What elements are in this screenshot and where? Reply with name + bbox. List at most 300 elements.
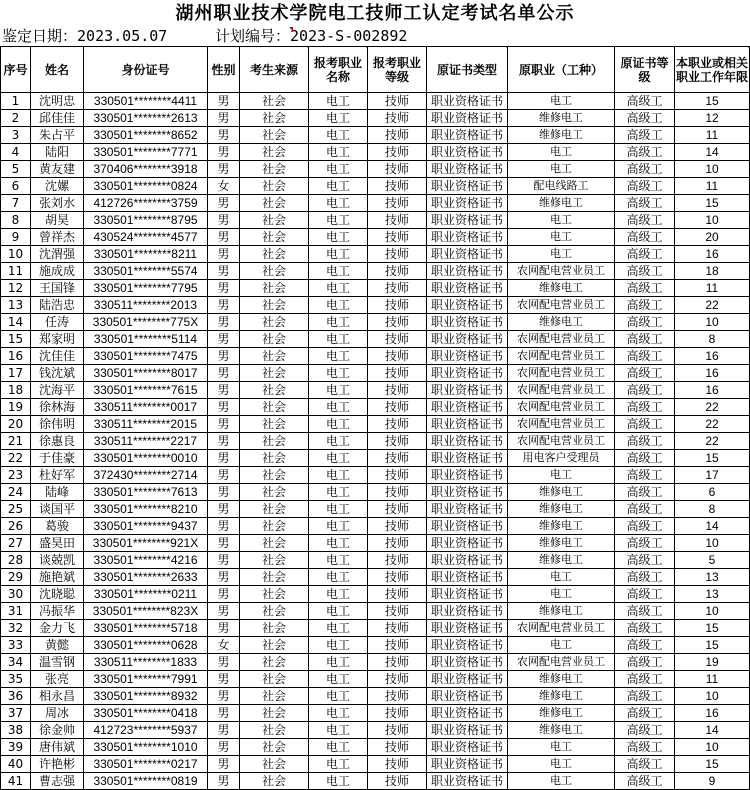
table-row bbox=[1, 535, 750, 552]
cert-level: 高级工 bbox=[615, 229, 675, 246]
table-row bbox=[1, 195, 750, 212]
cert-type: 职业资格证书 bbox=[427, 654, 508, 671]
work-years: 8 bbox=[675, 501, 750, 518]
candidate-name: 谈国平 bbox=[31, 501, 84, 518]
source: 社会 bbox=[240, 586, 309, 603]
work-years: 15 bbox=[675, 93, 750, 110]
work-years: 19 bbox=[675, 654, 750, 671]
original-occupation: 电工 bbox=[508, 246, 615, 263]
id-number: 330511********2015 bbox=[84, 416, 208, 433]
cert-type: 职业资格证书 bbox=[427, 178, 508, 195]
id-number: 330501********0418 bbox=[84, 705, 208, 722]
cert-level: 高级工 bbox=[615, 450, 675, 467]
source: 社会 bbox=[240, 654, 309, 671]
original-occupation: 农网配电营业员工 bbox=[508, 331, 615, 348]
source: 社会 bbox=[240, 518, 309, 535]
exam-level: 技师 bbox=[368, 501, 427, 518]
row-index: 28 bbox=[1, 552, 31, 569]
exam-occupation: 电工 bbox=[309, 467, 368, 484]
row-index: 10 bbox=[1, 246, 31, 263]
candidate-name: 沈佳佳 bbox=[31, 348, 84, 365]
id-number: 330511********2217 bbox=[84, 433, 208, 450]
id-number: 330501********1010 bbox=[84, 739, 208, 756]
row-index: 3 bbox=[1, 127, 31, 144]
table-row bbox=[1, 416, 750, 433]
id-number: 330501********2633 bbox=[84, 569, 208, 586]
original-occupation: 电工 bbox=[508, 161, 615, 178]
table-row bbox=[1, 756, 750, 773]
row-index: 36 bbox=[1, 688, 31, 705]
table-row bbox=[1, 110, 750, 127]
source: 社会 bbox=[240, 399, 309, 416]
original-occupation: 电工 bbox=[508, 229, 615, 246]
work-years: 10 bbox=[675, 739, 750, 756]
table-row bbox=[1, 688, 750, 705]
id-number: 330501********7613 bbox=[84, 484, 208, 501]
cert-level: 高级工 bbox=[615, 637, 675, 654]
id-number: 330501********7771 bbox=[84, 144, 208, 161]
id-number: 330501********0010 bbox=[84, 450, 208, 467]
cert-type: 职业资格证书 bbox=[427, 705, 508, 722]
row-index: 30 bbox=[1, 586, 31, 603]
work-years: 8 bbox=[675, 331, 750, 348]
row-index: 5 bbox=[1, 161, 31, 178]
source: 社会 bbox=[240, 501, 309, 518]
table-row bbox=[1, 212, 750, 229]
cert-type: 职业资格证书 bbox=[427, 433, 508, 450]
cert-level: 高级工 bbox=[615, 518, 675, 535]
cert-type: 职业资格证书 bbox=[427, 603, 508, 620]
id-number: 412726********3759 bbox=[84, 195, 208, 212]
candidate-name: 施成成 bbox=[31, 263, 84, 280]
gender: 男 bbox=[208, 501, 240, 518]
source: 社会 bbox=[240, 348, 309, 365]
cert-level: 高级工 bbox=[615, 586, 675, 603]
candidate-name: 沈渭强 bbox=[31, 246, 84, 263]
exam-occupation: 电工 bbox=[309, 297, 368, 314]
cert-level: 高级工 bbox=[615, 212, 675, 229]
exam-level: 技师 bbox=[368, 144, 427, 161]
source: 社会 bbox=[240, 127, 309, 144]
original-occupation: 农网配电营业员工 bbox=[508, 348, 615, 365]
candidate-name: 陆峰 bbox=[31, 484, 84, 501]
source: 社会 bbox=[240, 773, 309, 790]
id-number: 330501********5574 bbox=[84, 263, 208, 280]
candidate-name: 黄友建 bbox=[31, 161, 84, 178]
row-index: 1 bbox=[1, 93, 31, 110]
gender: 男 bbox=[208, 144, 240, 161]
original-occupation: 电工 bbox=[508, 739, 615, 756]
exam-level: 技师 bbox=[368, 518, 427, 535]
original-occupation: 农网配电营业员工 bbox=[508, 416, 615, 433]
id-number: 330501********8932 bbox=[84, 688, 208, 705]
row-index: 24 bbox=[1, 484, 31, 501]
original-occupation: 农网配电营业员工 bbox=[508, 365, 615, 382]
gender: 男 bbox=[208, 535, 240, 552]
work-years: 12 bbox=[675, 110, 750, 127]
cert-type: 职业资格证书 bbox=[427, 722, 508, 739]
gender: 男 bbox=[208, 552, 240, 569]
row-index: 31 bbox=[1, 603, 31, 620]
candidate-name: 徐林海 bbox=[31, 399, 84, 416]
cert-level: 高级工 bbox=[615, 195, 675, 212]
gender: 男 bbox=[208, 246, 240, 263]
candidate-name: 沈明忠 bbox=[31, 93, 84, 110]
source: 社会 bbox=[240, 161, 309, 178]
cert-type: 职业资格证书 bbox=[427, 739, 508, 756]
source: 社会 bbox=[240, 297, 309, 314]
header-exam-level: 报考职业等级 bbox=[368, 47, 427, 93]
exam-level: 技师 bbox=[368, 297, 427, 314]
exam-occupation: 电工 bbox=[309, 195, 368, 212]
exam-occupation: 电工 bbox=[309, 620, 368, 637]
candidate-name: 冯振华 bbox=[31, 603, 84, 620]
id-number: 330501********5114 bbox=[84, 331, 208, 348]
id-number: 330501********2613 bbox=[84, 110, 208, 127]
table-row bbox=[1, 603, 750, 620]
cert-type: 职业资格证书 bbox=[427, 365, 508, 382]
candidate-name: 金力飞 bbox=[31, 620, 84, 637]
original-occupation: 农网配电营业员工 bbox=[508, 263, 615, 280]
source: 社会 bbox=[240, 552, 309, 569]
work-years: 15 bbox=[675, 620, 750, 637]
work-years: 11 bbox=[675, 178, 750, 195]
row-index: 40 bbox=[1, 756, 31, 773]
work-years: 18 bbox=[675, 263, 750, 280]
source: 社会 bbox=[240, 229, 309, 246]
gender: 男 bbox=[208, 399, 240, 416]
gender: 男 bbox=[208, 229, 240, 246]
gender: 男 bbox=[208, 110, 240, 127]
candidate-name: 相永昌 bbox=[31, 688, 84, 705]
cert-type: 职业资格证书 bbox=[427, 518, 508, 535]
id-number: 330501********8211 bbox=[84, 246, 208, 263]
cert-type: 职业资格证书 bbox=[427, 314, 508, 331]
work-years: 16 bbox=[675, 246, 750, 263]
original-occupation: 农网配电营业员工 bbox=[508, 399, 615, 416]
cert-type: 职业资格证书 bbox=[427, 161, 508, 178]
exam-occupation: 电工 bbox=[309, 399, 368, 416]
header-cert-type: 原证书类型 bbox=[427, 47, 508, 93]
row-index: 18 bbox=[1, 382, 31, 399]
work-years: 11 bbox=[675, 671, 750, 688]
candidate-name: 张刘水 bbox=[31, 195, 84, 212]
plan-number-label: 计划编号： bbox=[215, 27, 291, 45]
exam-level: 技师 bbox=[368, 484, 427, 501]
exam-level: 技师 bbox=[368, 246, 427, 263]
candidate-name: 杜好军 bbox=[31, 467, 84, 484]
row-index: 23 bbox=[1, 467, 31, 484]
header-work-years: 本职业或相关职业工作年限 bbox=[675, 47, 750, 93]
cert-type: 职业资格证书 bbox=[427, 297, 508, 314]
candidate-name: 沈嫘 bbox=[31, 178, 84, 195]
source: 社会 bbox=[240, 314, 309, 331]
id-number: 330501********8210 bbox=[84, 501, 208, 518]
id-number: 330501********0819 bbox=[84, 773, 208, 790]
table-row bbox=[1, 280, 750, 297]
row-index: 2 bbox=[1, 110, 31, 127]
gender: 男 bbox=[208, 722, 240, 739]
id-number: 330501********0628 bbox=[84, 637, 208, 654]
gender: 女 bbox=[208, 178, 240, 195]
id-number: 330501********9437 bbox=[84, 518, 208, 535]
work-years: 20 bbox=[675, 229, 750, 246]
id-number: 330501********7795 bbox=[84, 280, 208, 297]
original-occupation: 配电线路工 bbox=[508, 178, 615, 195]
exam-level: 技师 bbox=[368, 671, 427, 688]
exam-occupation: 电工 bbox=[309, 314, 368, 331]
table-row bbox=[1, 263, 750, 280]
exam-level: 技师 bbox=[368, 654, 427, 671]
exam-occupation: 电工 bbox=[309, 569, 368, 586]
header-original-occupation: 原职业（工种） bbox=[508, 47, 615, 93]
exam-level: 技师 bbox=[368, 348, 427, 365]
cert-type: 职业资格证书 bbox=[427, 212, 508, 229]
header-name: 姓名 bbox=[31, 47, 84, 93]
exam-occupation: 电工 bbox=[309, 705, 368, 722]
exam-occupation: 电工 bbox=[309, 671, 368, 688]
gender: 男 bbox=[208, 314, 240, 331]
exam-occupation: 电工 bbox=[309, 688, 368, 705]
source: 社会 bbox=[240, 246, 309, 263]
work-years: 10 bbox=[675, 688, 750, 705]
original-occupation: 农网配电营业员工 bbox=[508, 620, 615, 637]
exam-level: 技师 bbox=[368, 569, 427, 586]
candidate-name: 唐伟斌 bbox=[31, 739, 84, 756]
work-years: 22 bbox=[675, 416, 750, 433]
original-occupation: 电工 bbox=[508, 773, 615, 790]
work-years: 14 bbox=[675, 722, 750, 739]
original-occupation: 电工 bbox=[508, 756, 615, 773]
cert-type: 职业资格证书 bbox=[427, 569, 508, 586]
cert-type: 职业资格证书 bbox=[427, 382, 508, 399]
cert-type: 职业资格证书 bbox=[427, 671, 508, 688]
table-row bbox=[1, 586, 750, 603]
cert-level: 高级工 bbox=[615, 722, 675, 739]
cert-level: 高级工 bbox=[615, 348, 675, 365]
candidate-name: 曾祥杰 bbox=[31, 229, 84, 246]
cert-type: 职业资格证书 bbox=[427, 144, 508, 161]
exam-level: 技师 bbox=[368, 93, 427, 110]
work-years: 22 bbox=[675, 433, 750, 450]
table-row bbox=[1, 229, 750, 246]
row-index: 32 bbox=[1, 620, 31, 637]
cert-type: 职业资格证书 bbox=[427, 552, 508, 569]
row-index: 35 bbox=[1, 671, 31, 688]
exam-level: 技师 bbox=[368, 586, 427, 603]
original-occupation: 农网配电营业员工 bbox=[508, 433, 615, 450]
exam-level: 技师 bbox=[368, 127, 427, 144]
gender: 男 bbox=[208, 280, 240, 297]
row-index: 38 bbox=[1, 722, 31, 739]
work-years: 14 bbox=[675, 518, 750, 535]
exam-date bbox=[2, 26, 167, 46]
cert-type: 职业资格证书 bbox=[427, 756, 508, 773]
source: 社会 bbox=[240, 433, 309, 450]
work-years: 11 bbox=[675, 127, 750, 144]
exam-occupation: 电工 bbox=[309, 331, 368, 348]
exam-level: 技师 bbox=[368, 450, 427, 467]
id-number: 372430********2714 bbox=[84, 467, 208, 484]
cert-level: 高级工 bbox=[615, 756, 675, 773]
work-years: 15 bbox=[675, 637, 750, 654]
row-index: 19 bbox=[1, 399, 31, 416]
exam-level: 技师 bbox=[368, 212, 427, 229]
exam-level: 技师 bbox=[368, 756, 427, 773]
exam-level: 技师 bbox=[368, 688, 427, 705]
exam-level: 技师 bbox=[368, 416, 427, 433]
id-number: 330501********0217 bbox=[84, 756, 208, 773]
row-index: 21 bbox=[1, 433, 31, 450]
work-years: 16 bbox=[675, 705, 750, 722]
candidate-name: 胡昊 bbox=[31, 212, 84, 229]
source: 社会 bbox=[240, 637, 309, 654]
table-row bbox=[1, 637, 750, 654]
table-row bbox=[1, 569, 750, 586]
source: 社会 bbox=[240, 467, 309, 484]
candidate-name: 黄懿 bbox=[31, 637, 84, 654]
id-number: 330501********5718 bbox=[84, 620, 208, 637]
original-occupation: 维修电工 bbox=[508, 127, 615, 144]
work-years: 14 bbox=[675, 144, 750, 161]
original-occupation: 维修电工 bbox=[508, 518, 615, 535]
exam-occupation: 电工 bbox=[309, 110, 368, 127]
table-body bbox=[1, 93, 750, 790]
row-index: 39 bbox=[1, 739, 31, 756]
cert-level: 高级工 bbox=[615, 127, 675, 144]
gender: 男 bbox=[208, 467, 240, 484]
exam-level: 技师 bbox=[368, 365, 427, 382]
table-row bbox=[1, 467, 750, 484]
original-occupation: 维修电工 bbox=[508, 280, 615, 297]
source: 社会 bbox=[240, 212, 309, 229]
work-years: 10 bbox=[675, 212, 750, 229]
exam-occupation: 电工 bbox=[309, 586, 368, 603]
plan-number-value: 2023-S-002892 bbox=[290, 27, 408, 45]
cert-type: 职业资格证书 bbox=[427, 399, 508, 416]
cert-type: 职业资格证书 bbox=[427, 688, 508, 705]
id-number: 330511********0017 bbox=[84, 399, 208, 416]
exam-level: 技师 bbox=[368, 331, 427, 348]
row-index: 11 bbox=[1, 263, 31, 280]
exam-occupation: 电工 bbox=[309, 246, 368, 263]
original-occupation: 维修电工 bbox=[508, 603, 615, 620]
exam-level: 技师 bbox=[368, 229, 427, 246]
original-occupation: 用电客户受理员 bbox=[508, 450, 615, 467]
gender: 男 bbox=[208, 331, 240, 348]
table-row bbox=[1, 620, 750, 637]
exam-level: 技师 bbox=[368, 535, 427, 552]
table-row bbox=[1, 773, 750, 790]
row-index: 22 bbox=[1, 450, 31, 467]
exam-occupation: 电工 bbox=[309, 484, 368, 501]
work-years: 6 bbox=[675, 484, 750, 501]
candidate-name: 谈兢凯 bbox=[31, 552, 84, 569]
candidate-name: 沈海平 bbox=[31, 382, 84, 399]
exam-occupation: 电工 bbox=[309, 416, 368, 433]
table-row bbox=[1, 484, 750, 501]
candidate-name: 钱沈斌 bbox=[31, 365, 84, 382]
cert-level: 高级工 bbox=[615, 773, 675, 790]
exam-level: 技师 bbox=[368, 280, 427, 297]
cert-type: 职业资格证书 bbox=[427, 229, 508, 246]
exam-occupation: 电工 bbox=[309, 365, 368, 382]
original-occupation: 维修电工 bbox=[508, 705, 615, 722]
cert-level: 高级工 bbox=[615, 246, 675, 263]
cert-level: 高级工 bbox=[615, 161, 675, 178]
table-row bbox=[1, 246, 750, 263]
candidate-name: 陆阳 bbox=[31, 144, 84, 161]
cert-level: 高级工 bbox=[615, 688, 675, 705]
work-years: 22 bbox=[675, 297, 750, 314]
row-index: 6 bbox=[1, 178, 31, 195]
source: 社会 bbox=[240, 450, 309, 467]
exam-occupation: 电工 bbox=[309, 637, 368, 654]
exam-occupation: 电工 bbox=[309, 127, 368, 144]
cert-level: 高级工 bbox=[615, 654, 675, 671]
work-years: 10 bbox=[675, 314, 750, 331]
original-occupation: 电工 bbox=[508, 93, 615, 110]
source: 社会 bbox=[240, 756, 309, 773]
gender: 男 bbox=[208, 348, 240, 365]
candidate-name: 温雪钢 bbox=[31, 654, 84, 671]
cert-type: 职业资格证书 bbox=[427, 195, 508, 212]
cert-level: 高级工 bbox=[615, 416, 675, 433]
source: 社会 bbox=[240, 280, 309, 297]
cert-type: 职业资格证书 bbox=[427, 348, 508, 365]
source: 社会 bbox=[240, 263, 309, 280]
exam-occupation: 电工 bbox=[309, 212, 368, 229]
table-row bbox=[1, 552, 750, 569]
exam-level: 技师 bbox=[368, 314, 427, 331]
cert-type: 职业资格证书 bbox=[427, 331, 508, 348]
source: 社会 bbox=[240, 569, 309, 586]
candidate-name: 郑家明 bbox=[31, 331, 84, 348]
cert-level: 高级工 bbox=[615, 297, 675, 314]
candidate-name: 任涛 bbox=[31, 314, 84, 331]
exam-occupation: 电工 bbox=[309, 144, 368, 161]
id-number: 330501********7615 bbox=[84, 382, 208, 399]
exam-occupation: 电工 bbox=[309, 348, 368, 365]
exam-level: 技师 bbox=[368, 178, 427, 195]
header-cert-level: 原证书等级 bbox=[615, 47, 675, 93]
work-years: 16 bbox=[675, 365, 750, 382]
exam-level: 技师 bbox=[368, 773, 427, 790]
cert-level: 高级工 bbox=[615, 671, 675, 688]
table-row bbox=[1, 161, 750, 178]
row-index: 12 bbox=[1, 280, 31, 297]
gender: 男 bbox=[208, 365, 240, 382]
original-occupation: 维修电工 bbox=[508, 110, 615, 127]
cert-level: 高级工 bbox=[615, 484, 675, 501]
source: 社会 bbox=[240, 603, 309, 620]
exam-level: 技师 bbox=[368, 382, 427, 399]
original-occupation: 电工 bbox=[508, 569, 615, 586]
id-number: 330501********823X bbox=[84, 603, 208, 620]
cert-type: 职业资格证书 bbox=[427, 620, 508, 637]
gender: 男 bbox=[208, 433, 240, 450]
cert-type: 职业资格证书 bbox=[427, 246, 508, 263]
table-row bbox=[1, 365, 750, 382]
header-gender: 性别 bbox=[208, 47, 240, 93]
work-years: 22 bbox=[675, 399, 750, 416]
work-years: 11 bbox=[675, 280, 750, 297]
source: 社会 bbox=[240, 705, 309, 722]
work-years: 15 bbox=[675, 195, 750, 212]
exam-date-value: 2023.05.07 bbox=[77, 27, 168, 45]
cert-level: 高级工 bbox=[615, 144, 675, 161]
row-index: 41 bbox=[1, 773, 31, 790]
